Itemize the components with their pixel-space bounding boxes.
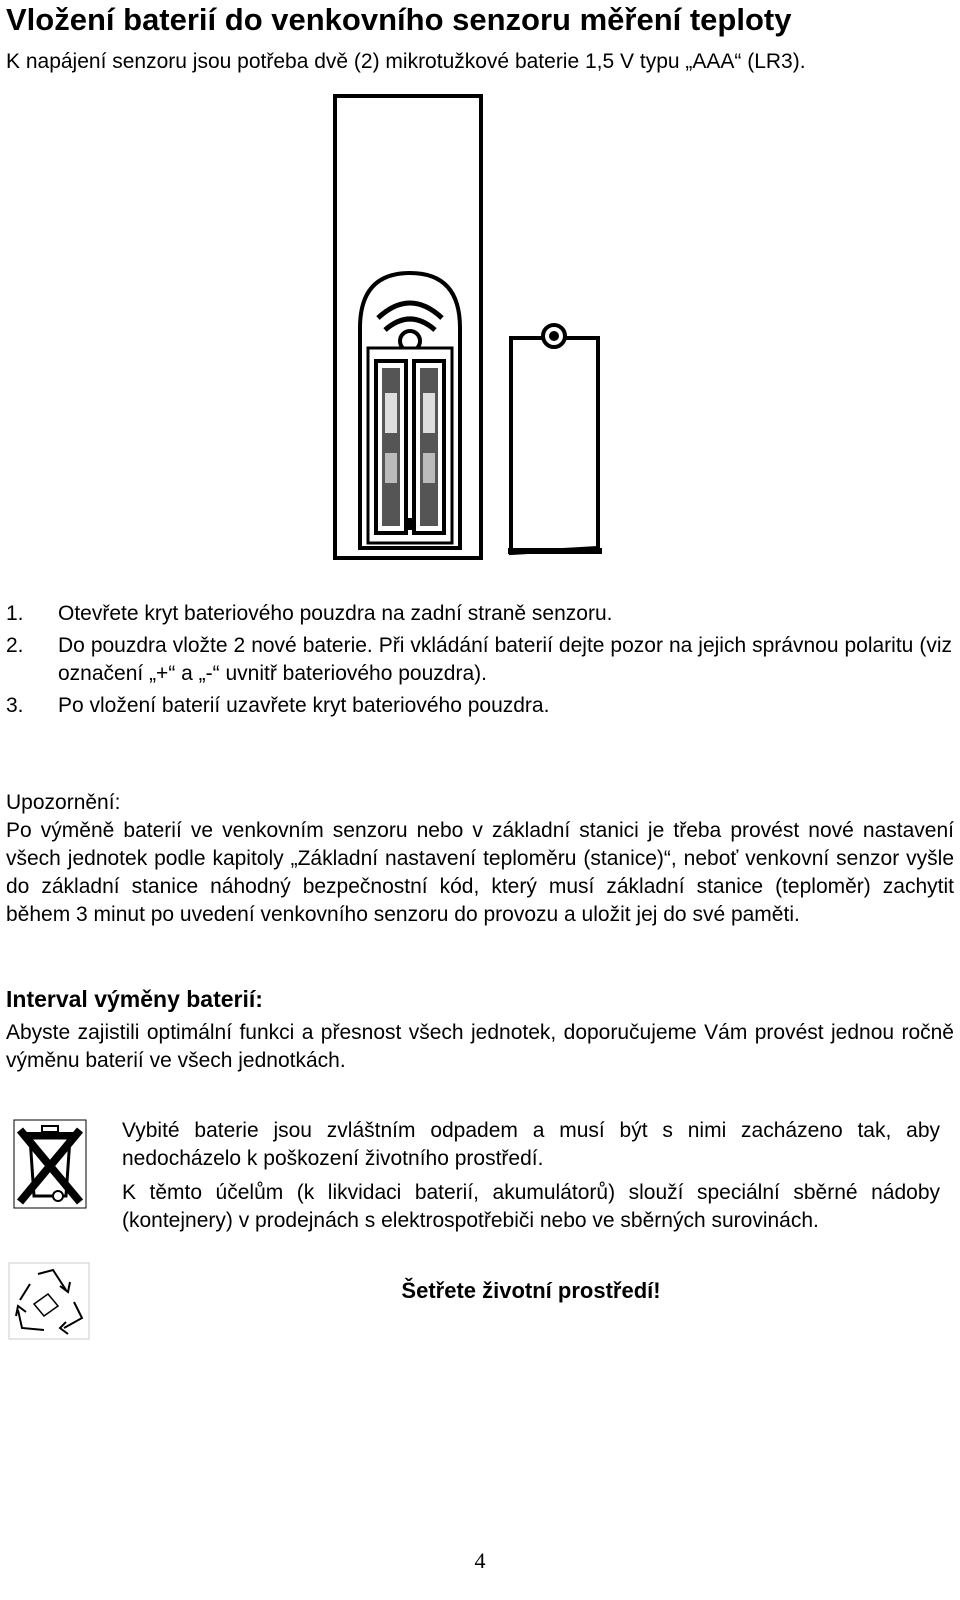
step-text: Do pouzdra vložte 2 nové baterie. Při vkládání baterií dejte pozor na jejich správnou polaritu (viz označení „+“ a „-“ uvnitř bateriového pouzdra). bbox=[58, 634, 952, 685]
disposal-paragraph: K těmto účelům (k likvidaci baterií, akumulátorů) slouží speciální sběrné nádoby (kontejnery) v prodejnách s elektrospotřebiči nebo ve sběrných surovinách. bbox=[122, 1181, 940, 1232]
crossed-out-bin-icon bbox=[12, 1118, 88, 1210]
recycle-icon bbox=[8, 1262, 90, 1340]
disposal-info bbox=[122, 1117, 940, 1241]
step-text: Otevřete kryt bateriového pouzdra na zadní straně senzoru. bbox=[58, 602, 613, 625]
page-title: Vložení baterií do venkovního senzoru měření teploty bbox=[6, 2, 792, 37]
intro-text: K napájení senzoru jsou potřeba dvě (2) mikrotužkové baterie 1,5 V typu „AAA“ (LR3). bbox=[6, 50, 806, 73]
disposal-paragraph: Vybité baterie jsou zvláštním odpadem a musí být s nimi zacházeno tak, aby nedocházelo k poškození životního prostředí. bbox=[122, 1119, 940, 1170]
instruction-steps bbox=[6, 600, 956, 724]
step-number: 3. bbox=[6, 694, 24, 717]
step-item bbox=[6, 600, 956, 628]
page-number: 4 bbox=[474, 1548, 486, 1573]
warning-title: Upozornění: bbox=[6, 791, 121, 814]
step-number: 2. bbox=[6, 634, 24, 657]
step-item bbox=[6, 692, 956, 720]
slogan: Šetřete životní prostředí! bbox=[401, 1278, 661, 1303]
interval-title: Interval výměny baterií: bbox=[6, 986, 263, 1012]
sensor-battery-illustration bbox=[330, 93, 630, 575]
step-text: Po vložení baterií uzavřete kryt bateriového pouzdra. bbox=[58, 694, 550, 717]
warning-body: Po výměně baterií ve venkovním senzoru nebo v základní stanici je třeba provést nové nastavení všech jednotek podle kapitoly „Základní nastavení teploměru (stanice)“, neboť venkovní senzor vyšle do základní stanice náhodný bezpečnostní kód, který musí základní stanice (teploměr) zachytit během 3 minut po uvedení venkovního senzoru do provozu a uložit jej do své paměti. bbox=[6, 819, 954, 926]
interval-body: Abyste zajistili optimální funkci a přesnost všech jednotek, doporučujeme Vám provést jednou ročně výměnu baterií ve všech jednotkách. bbox=[6, 1021, 954, 1072]
step-number: 1. bbox=[6, 602, 24, 625]
step-item bbox=[6, 632, 956, 688]
